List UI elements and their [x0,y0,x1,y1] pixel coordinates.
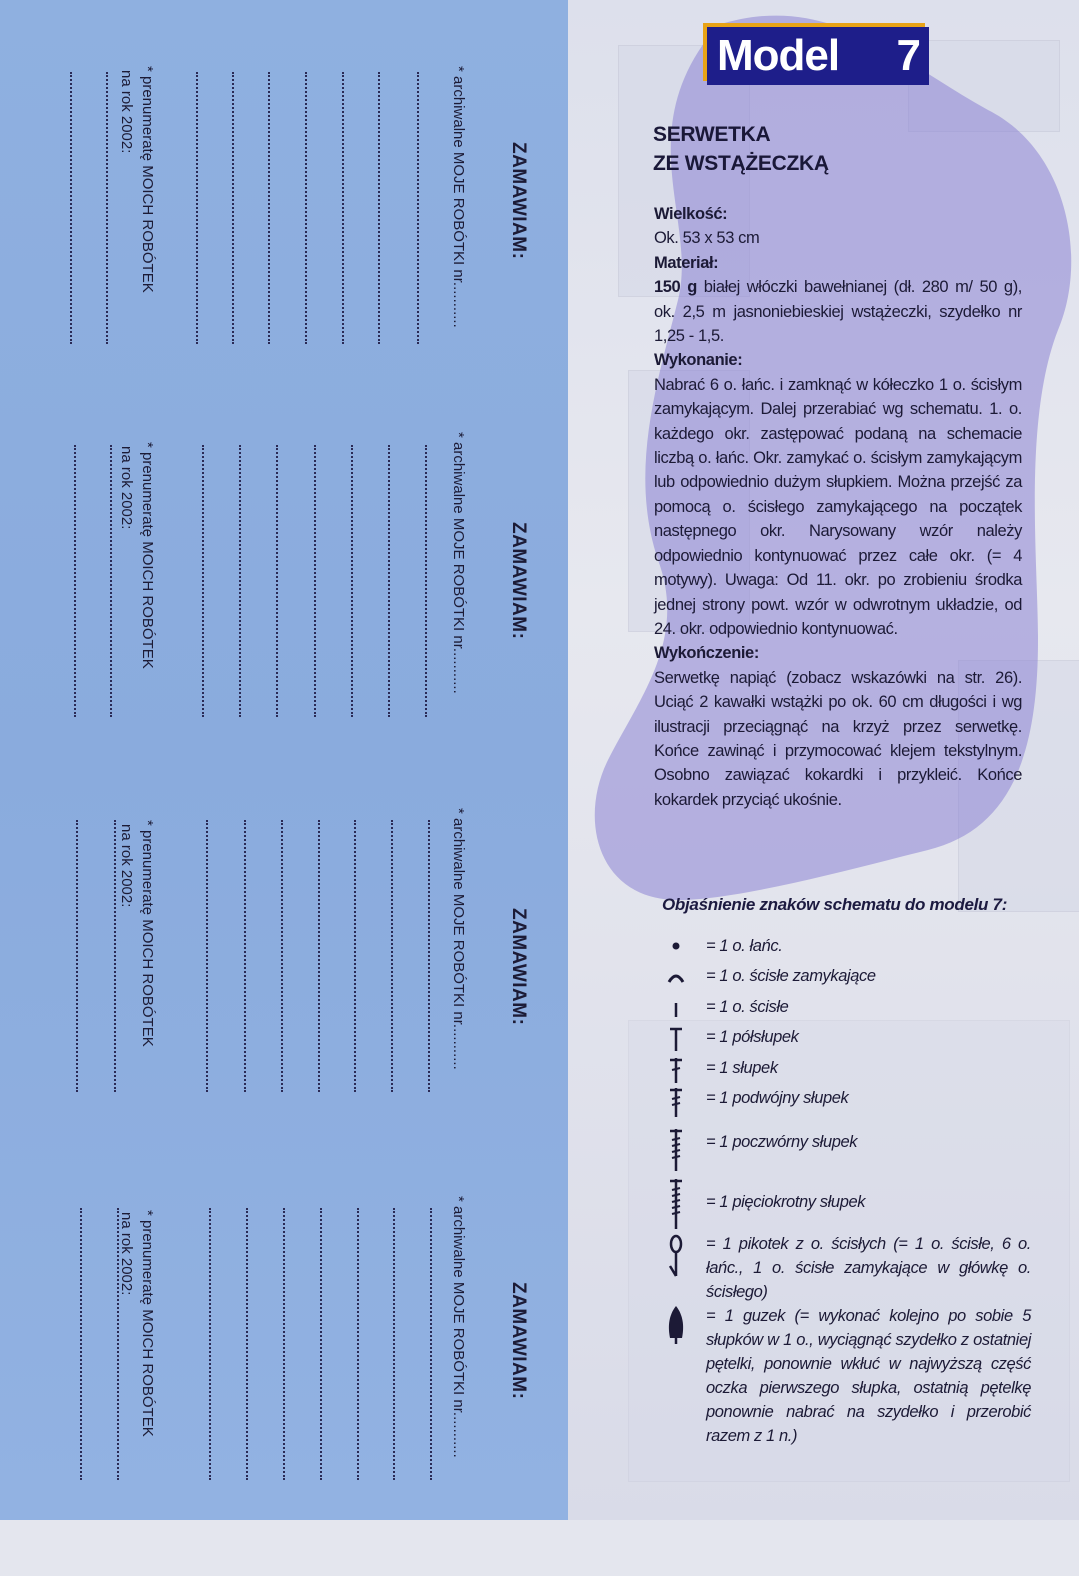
coupon-subscription-year: na rok 2002: [118,70,135,154]
write-in-line[interactable] [314,445,316,717]
coupon-title: ZAMAWIAM: [508,1282,529,1400]
write-in-line[interactable] [74,445,76,717]
execution-text: Nabrać 6 o. łańc. i zamknąć w kółeczko 1 o. ścisłym zamykającym. Dalej przerabiać wg schematu. 1. o. każdego okr. zastępować podaną na schemacie liczbą o. łańc. Okr. zamykać o. ścisłym zamykającym lub odpowiednio dużym słupkiem. Można przejść za pomocą o. ścisłego zamykającego na początek następnego okr. Narysowany wzór należy odpowiednio kontynuować przez całe okr. (= 4 motywy). Uwaga: Od 11. okr. po zrobieniu środka jednej strony powt. wzór w odwrotnym układzie, od 24. okr. odpowiednio kontynuować. [654,375,1022,638]
write-in-line[interactable] [428,820,430,1092]
write-in-line[interactable] [430,1208,432,1480]
article-body [654,202,1022,812]
write-in-line[interactable] [305,72,307,344]
coupon-archive-text[interactable]: * archiwalne MOJE ROBÓTKI nr........... [450,808,467,1070]
write-in-line[interactable] [202,445,204,717]
write-in-line[interactable] [276,445,278,717]
write-in-line[interactable] [425,445,427,717]
slip-stitch-arc-icon [654,964,698,988]
material-heading: Materiał: [654,253,719,272]
write-in-line[interactable] [342,72,344,344]
order-coupon [0,808,568,1188]
coupon-archive-text[interactable]: * archiwalne MOJE ROBÓTKI nr........... [450,1196,467,1458]
write-in-line[interactable] [232,72,234,344]
double-crochet-icon [654,1056,698,1084]
article-page: Model 7 SERWETKA ZE WSTĄŻECZKĄ Wielkość: Ok. 53 x 53 cm Materiał: 150 g białej włóczki bawełnianej (dł. 280 m/ 50 g), ok. 2,5 m jasnoniebieskiej wstążeczki, szydełko nr 1,25 - 1,5. Wykonanie: Nabrać 6 o. łańc. i zamknąć w kółeczko 1 o. ścisłym zamykającym. Dalej przerabiać wg schematu. 1. o. każdego okr. zastępować podaną na schemacie liczbą o. łańc. Okr. zamykać o. ścisłym zamykającym lub odpowiednio dużym słupkiem. Można przejść za pomocą o. ścisłego zamykającego na początek następnego okr. Narysowany wzór należy odpowiednio kontynuować przez całe okr. (= 4 motywy). Uwaga: Od 11. okr. po zrobieniu środka jednej strony powt. wzór w odwrotnym układzie, od 24. okr. odpowiednio kontynuować. Wykończenie: Serwetkę napiąć (zobacz wskazówki na str. 26). Uciąć 2 kawałki wstążki po ok. 60 cm długości i wg ilustracji przeciągnąć na krzyż przez serwetkę. Końce zawinąć i przymocować klejem tekstylnym. Osobno zawiązać kokardki i przykleić. Końce kokardek przyciąć ukośnie. Objaśnienie znaków schematu do modelu 7: = 1 o. łańc. = 1 o. ścisłe zamykające = 1 o. ścisłe = 1 półsłupek = 1 słupek = 1 podwójny słupek = 1 poczwórny słupek = 1 pięciokrotny słupek = 1 pikotek z o. ścisłych (= 1 o. ścisłe, 6 o. łańc., 1 o. ścisłe zamykające w główkę o. ścisłego) = 1 guzek (= wykonać kolejno po sobie 5 słupków w 1 o., wyciągnąć szydełko z ostatniej pętelki, ponownie wkłuć w najwyższą część oczka pierwszego słupka, ostatnią pętelkę ponownie nabrać na szydełko i przerobić razem z 1 n.) [568,0,1079,1520]
coupon-subscription-line[interactable]: * prenumeratę MOICH ROBÓTEK [139,442,156,669]
write-in-line[interactable] [268,72,270,344]
write-in-line[interactable] [76,820,78,1092]
write-in-line[interactable] [106,72,108,344]
write-in-line[interactable] [206,820,208,1092]
legend-title: Objaśnienie znaków schematu do modelu 7: [662,895,1008,914]
write-in-line[interactable] [378,72,380,344]
write-in-line[interactable] [281,820,283,1092]
material-text: 150 g białej włóczki bawełnianej (dł. 280 m/ 50 g), ok. 2,5 m jasnoniebieskiej wstążeczki, szydełko nr 1,25 - 1,5. [654,278,1022,346]
size-text: Ok. 53 x 53 cm [654,229,760,248]
write-in-line[interactable] [283,1208,285,1480]
write-in-line[interactable] [417,72,419,344]
finishing-text: Serwetkę napiąć (zobacz wskazówki na str. 26). Uciąć 2 kawałki wstążki po ok. 60 cm długości i wg ilustracji przeciągnąć na krzyż przez serwetkę. Końce zawinąć i przymocować klejem tekstylnym. Osobno zawiązać kokardki i przykleić. Końce kokardek przyciąć ukośnie. [654,668,1022,809]
write-in-line[interactable] [110,445,112,717]
order-coupon [0,60,568,440]
size-heading: Wielkość: [654,205,728,223]
coupon-subscription-year: na rok 2002: [118,446,135,530]
write-in-line[interactable] [357,1208,359,1480]
write-in-line[interactable] [351,445,353,717]
coupon-subscription-year: na rok 2002: [118,1212,135,1296]
coupon-archive-text[interactable]: * archiwalne MOJE ROBÓTKI nr........... [450,66,467,328]
write-in-line[interactable] [318,820,320,1092]
write-in-line[interactable] [209,1208,211,1480]
write-in-line[interactable] [117,1208,119,1480]
coupon-title: ZAMAWIAM: [508,908,529,1026]
model-number: 7 [896,31,921,80]
chain-stitch-dot-icon [654,934,698,958]
coupon-title: ZAMAWIAM: [508,142,529,260]
coupon-archive-text[interactable]: * archiwalne MOJE ROBÓTKI nr........... [450,432,467,694]
write-in-line[interactable] [114,820,116,1092]
coupon-subscription-line[interactable]: * prenumeratę MOICH ROBÓTEK [139,820,156,1047]
bobble-icon [654,1304,698,1344]
write-in-line[interactable] [70,72,72,344]
write-in-line[interactable] [244,820,246,1092]
model-banner [707,27,929,85]
article-title: SERWETKA ZE WSTĄŻECZKĄ [653,123,829,175]
coupon-subscription-year: na rok 2002: [118,824,135,908]
order-coupon [0,432,568,812]
half-double-crochet-icon [654,1025,698,1053]
treble-crochet-icon [654,1086,698,1118]
write-in-line[interactable] [320,1208,322,1480]
finishing-heading: Wykończenie: [654,644,759,663]
write-in-line[interactable] [80,1208,82,1480]
quintuple-treble-icon [654,1178,698,1230]
model-label: Model [717,31,840,80]
coupon-subscription-line[interactable]: * prenumeratę MOICH ROBÓTEK [139,1210,156,1437]
write-in-line[interactable] [391,820,393,1092]
write-in-line[interactable] [393,1208,395,1480]
write-in-line[interactable] [354,820,356,1092]
write-in-line[interactable] [196,72,198,344]
write-in-line[interactable] [246,1208,248,1480]
picot-icon [654,1232,698,1280]
coupon-subscription-line[interactable]: * prenumeratę MOICH ROBÓTEK [139,66,156,293]
single-crochet-icon [654,995,698,1019]
write-in-line[interactable] [388,445,390,717]
execution-heading: Wykonanie: [654,351,743,370]
quadruple-treble-icon [654,1128,698,1172]
write-in-line[interactable] [239,445,241,717]
coupon-title: ZAMAWIAM: [508,522,529,640]
